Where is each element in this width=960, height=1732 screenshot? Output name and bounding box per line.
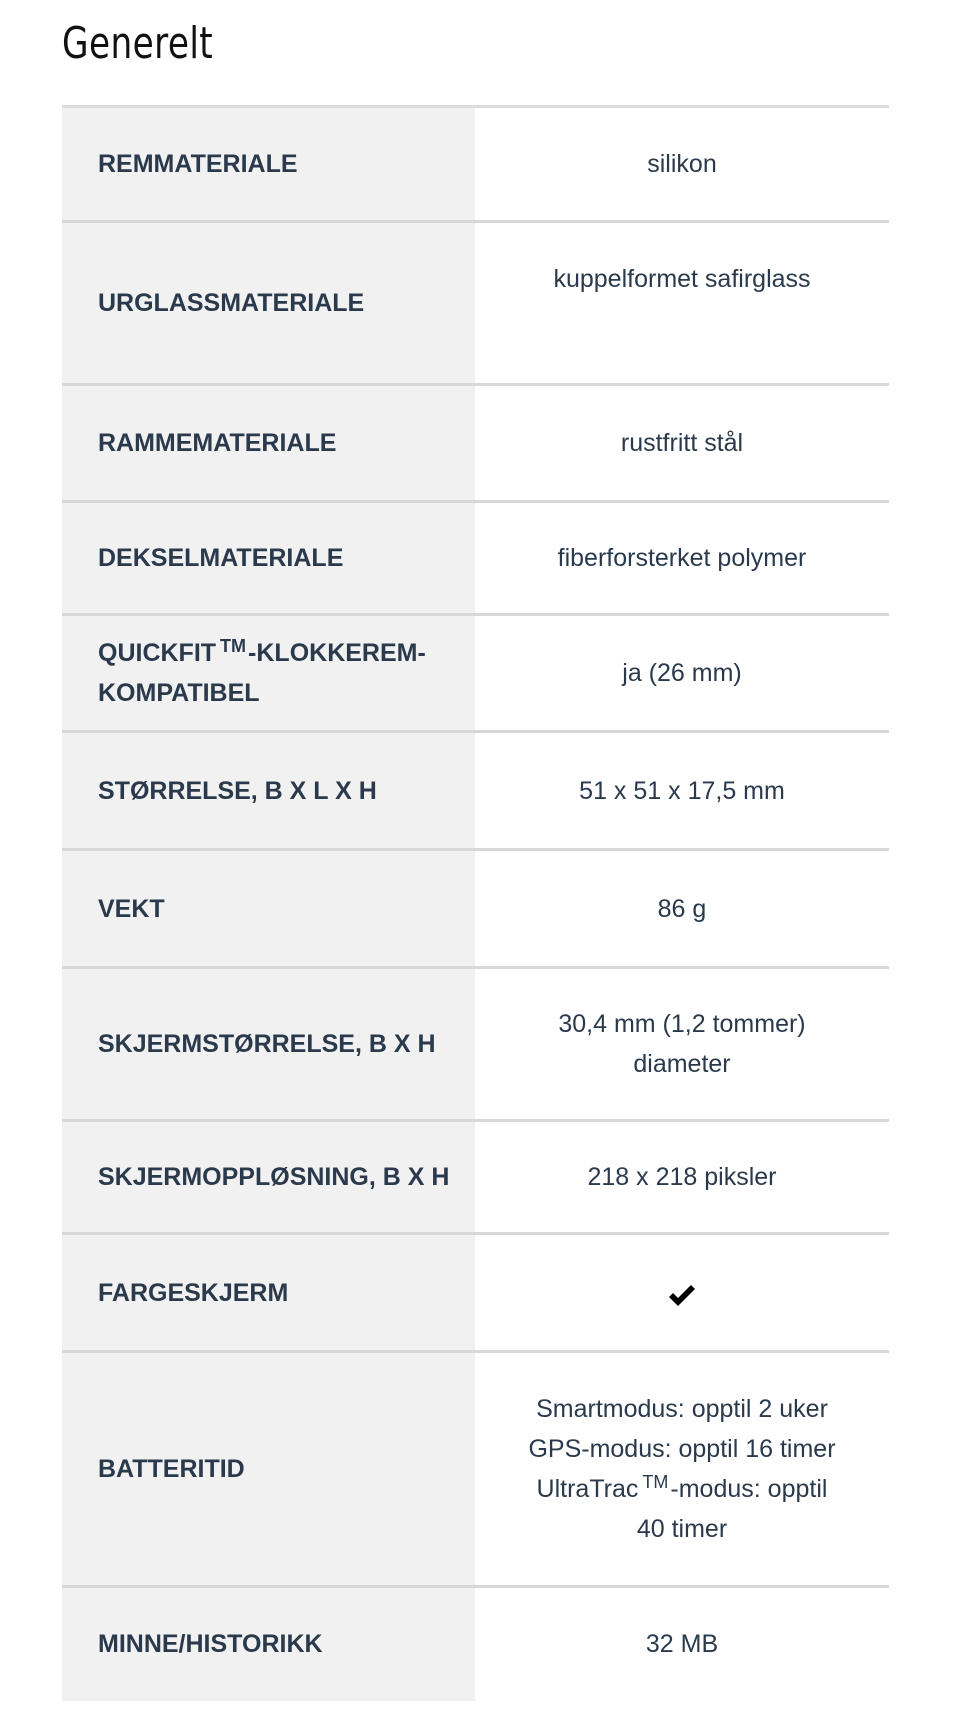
spec-row-display-resolution — [62, 1121, 889, 1234]
spec-row-battery-life — [62, 1352, 889, 1587]
spec-value: ja (26 mm) — [475, 615, 889, 732]
spec-value: 86 g — [475, 850, 889, 968]
spec-row-weight — [62, 850, 889, 968]
spec-row-display-size — [62, 968, 889, 1121]
spec-value-part: -modus: opptil — [670, 1475, 828, 1503]
trademark-mark: TM — [220, 636, 247, 656]
spec-value: 32 MB — [475, 1587, 889, 1701]
spec-label — [62, 615, 475, 732]
spec-label: SKJERMOPPLØSNING, B X H — [62, 1121, 475, 1234]
spec-label: STØRRELSE, B X L X H — [62, 732, 475, 850]
spec-value: 51 x 51 x 17,5 mm — [475, 732, 889, 850]
section-title: Generelt — [62, 18, 214, 69]
spec-value: silikon — [475, 107, 889, 222]
spec-value-line — [495, 1469, 869, 1509]
spec-value-line: diameter — [633, 1050, 731, 1078]
spec-value-part: UltraTrac — [536, 1475, 639, 1503]
spec-value-line: GPS-modus: opptil 16 timer — [528, 1435, 836, 1463]
spec-label: URGLASSMATERIALE — [62, 222, 475, 385]
spec-row-color-display — [62, 1234, 889, 1352]
spec-label-part: QUICKFIT — [98, 639, 217, 667]
spec-value: rustfritt stål — [475, 385, 889, 502]
spec-label: FARGESKJERM — [62, 1234, 475, 1352]
spec-value: 218 x 218 piksler — [475, 1121, 889, 1234]
trademark-mark: TM — [642, 1472, 669, 1492]
spec-value: kuppelformet safirglass — [475, 222, 889, 385]
check-icon — [667, 1281, 697, 1307]
spec-value: fiberforsterket polymer — [475, 502, 889, 615]
spec-label: RAMMEMATERIALE — [62, 385, 475, 502]
spec-label: BATTERITID — [62, 1352, 475, 1587]
spec-label: DEKSELMATERIALE — [62, 502, 475, 615]
spec-row-memory — [62, 1587, 889, 1701]
spec-value — [475, 1352, 889, 1587]
spec-row-lens-material — [62, 222, 889, 385]
spec-row-strap-material — [62, 107, 889, 222]
spec-value-line: Smartmodus: opptil 2 uker — [536, 1395, 828, 1423]
spec-label-part: -KLOKKEREM-KOMPATIBEL — [98, 639, 426, 707]
spec-value-line: 30,4 mm (1,2 tommer) — [558, 1010, 806, 1038]
spec-label: SKJERMSTØRRELSE, B X H — [62, 968, 475, 1121]
spec-value — [475, 1234, 889, 1352]
spec-label: MINNE/HISTORIKK — [62, 1587, 475, 1701]
spec-row-size — [62, 732, 889, 850]
spec-row-bezel-material — [62, 385, 889, 502]
spec-row-case-material — [62, 502, 889, 615]
spec-value — [475, 968, 889, 1121]
spec-table — [62, 105, 889, 1701]
spec-label: VEKT — [62, 850, 475, 968]
spec-value-line: 40 timer — [636, 1515, 728, 1543]
spec-row-quickfit-compatible — [62, 615, 889, 732]
spec-label: REMMATERIALE — [62, 107, 475, 222]
